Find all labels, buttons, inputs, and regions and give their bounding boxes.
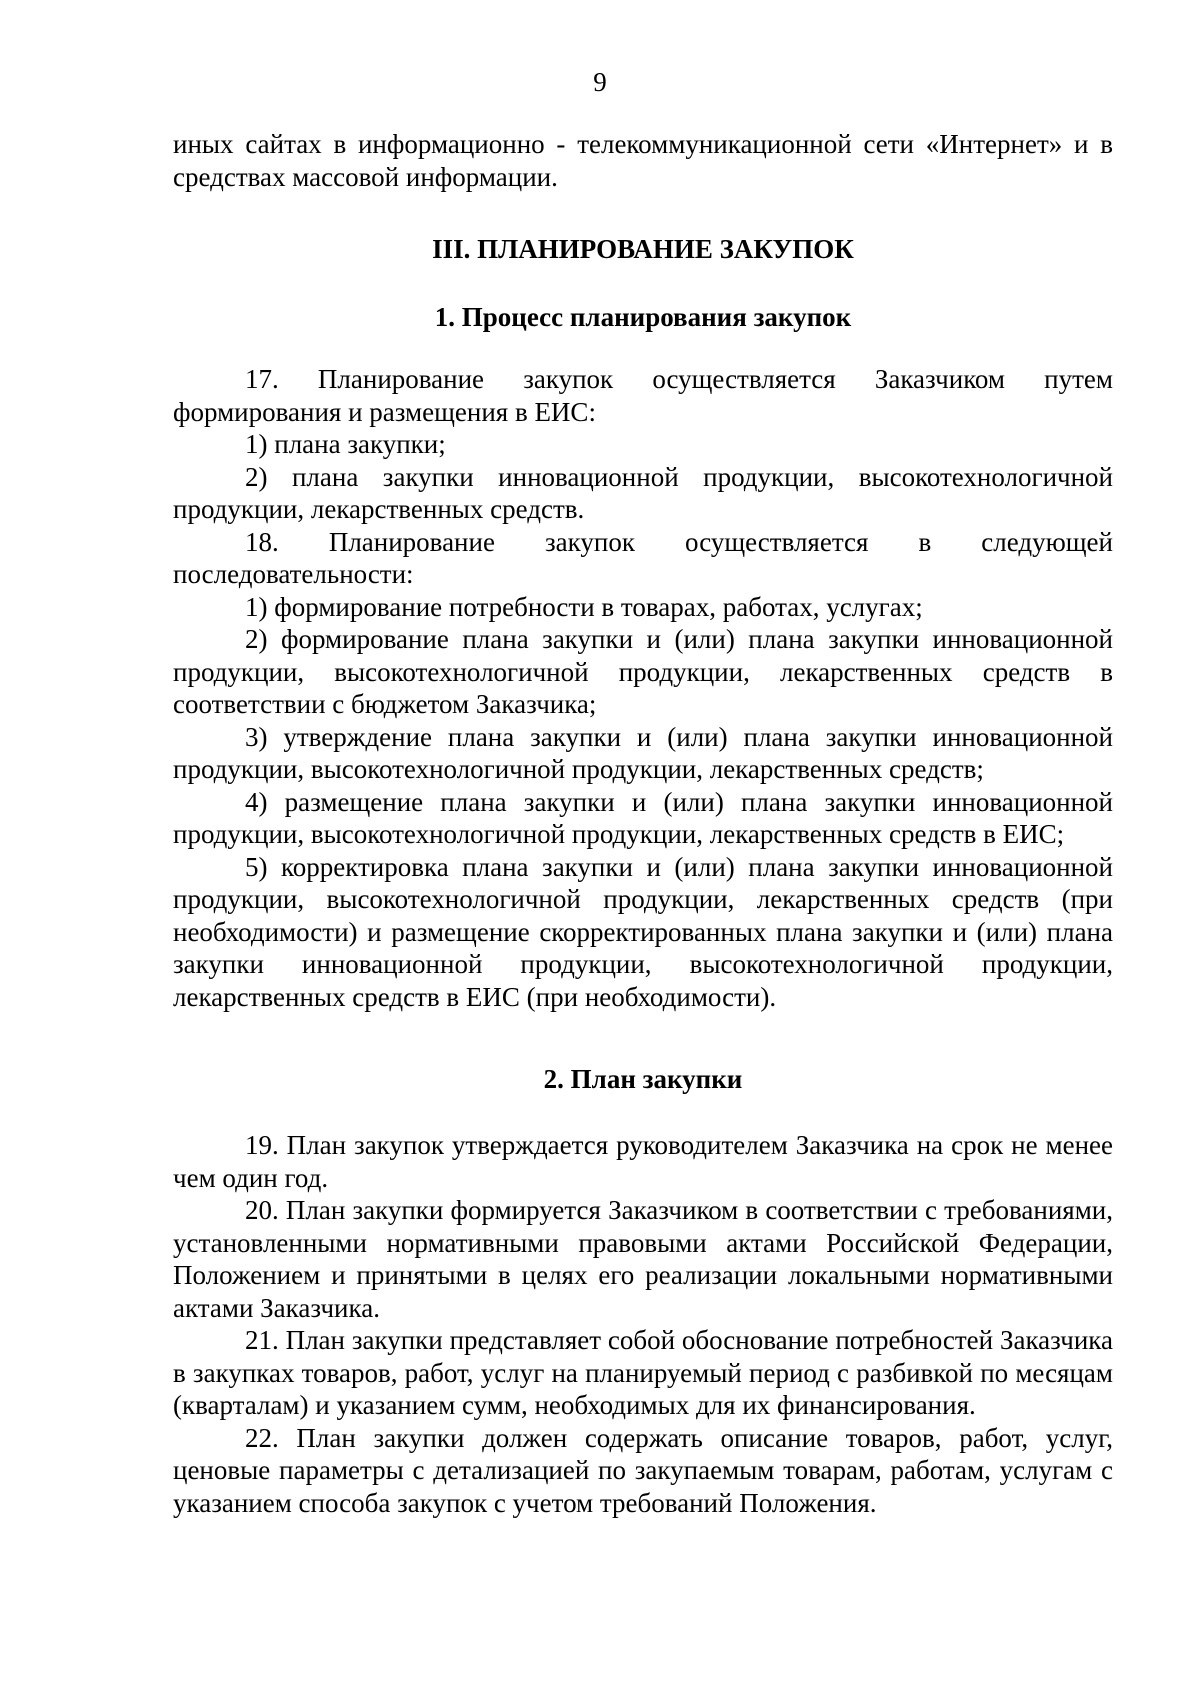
paragraph-22: 22. План закупки должен содержать описание товаров, работ, услуг, ценовые параметры с детализацией по закупаемым товарам, работам, услугам с указанием способа закупок с учетом требований Положения. [173, 1422, 1113, 1518]
paragraph-18: 18. Планирование закупок осуществляется в следующей последовательности: [173, 526, 1113, 589]
list-item: 2) плана закупки инновационной продукции, высокотехнологичной продукции, лекарственных средств. [173, 461, 1113, 524]
intro-paragraph: иных сайтах в информационно - телекоммуникационной сети «Интернет» и в средствах массовой информации. [173, 129, 1113, 192]
list-item: 5) корректировка плана закупки и (или) плана закупки инновационной продукции, высокотехнологичной продукции, лекарственных средств (при необходимости) и размещение скорректированных плана закупки и (или) плана закупки инновационной продукции, высокотехнологичной продукции, лекарственных средств в ЕИС (при необходимости). [173, 851, 1113, 1012]
list-item: 4) размещение плана закупки и (или) плана закупки инновационной продукции, высокотехнологичной продукции, лекарственных средств в ЕИС; [173, 786, 1113, 849]
paragraph-20: 20. План закупки формируется Заказчиком в соответствии с требованиями, установленными нормативными правовыми актами Российской Федерации, Положением и принятыми в целях его реализации локальными нормативными актами Заказчика. [173, 1195, 1113, 1323]
list-item: 1) формирование потребности в товарах, работах, услугах; [245, 591, 923, 622]
paragraph-21: 21. План закупки представляет собой обоснование потребностей Заказчика в закупках товаров, работ, услуг на планируемый период с разбивкой по месяцам (кварталам) и указанием сумм, необходимых для их финансирования. [173, 1325, 1113, 1420]
list-item: 3) утверждение плана закупки и (или) плана закупки инновационной продукции, высокотехнологичной продукции, лекарственных средств; [173, 721, 1113, 784]
subsection-title: 2. План закупки [543, 1064, 743, 1094]
page-number: 9 [593, 67, 607, 97]
subsection-title: 1. Процесс планирования закупок [434, 302, 852, 332]
paragraph-19: 19. План закупок утверждается руководителем Заказчика на срок не менее чем один год. [173, 1130, 1113, 1193]
section-title: III. ПЛАНИРОВАНИЕ ЗАКУПОК [432, 234, 854, 264]
list-item: 1) плана закупки; [245, 429, 446, 459]
document-body [173, 128, 1113, 1519]
list-item: 2) формирование плана закупки и (или) плана закупки инновационной продукции, высокотехнологичной продукции, лекарственных средств в соответствии с бюджетом Заказчика; [173, 624, 1113, 719]
paragraph-17: 17. Планирование закупок осуществляется Заказчиком путем формирования и размещения в ЕИС: [173, 364, 1113, 427]
